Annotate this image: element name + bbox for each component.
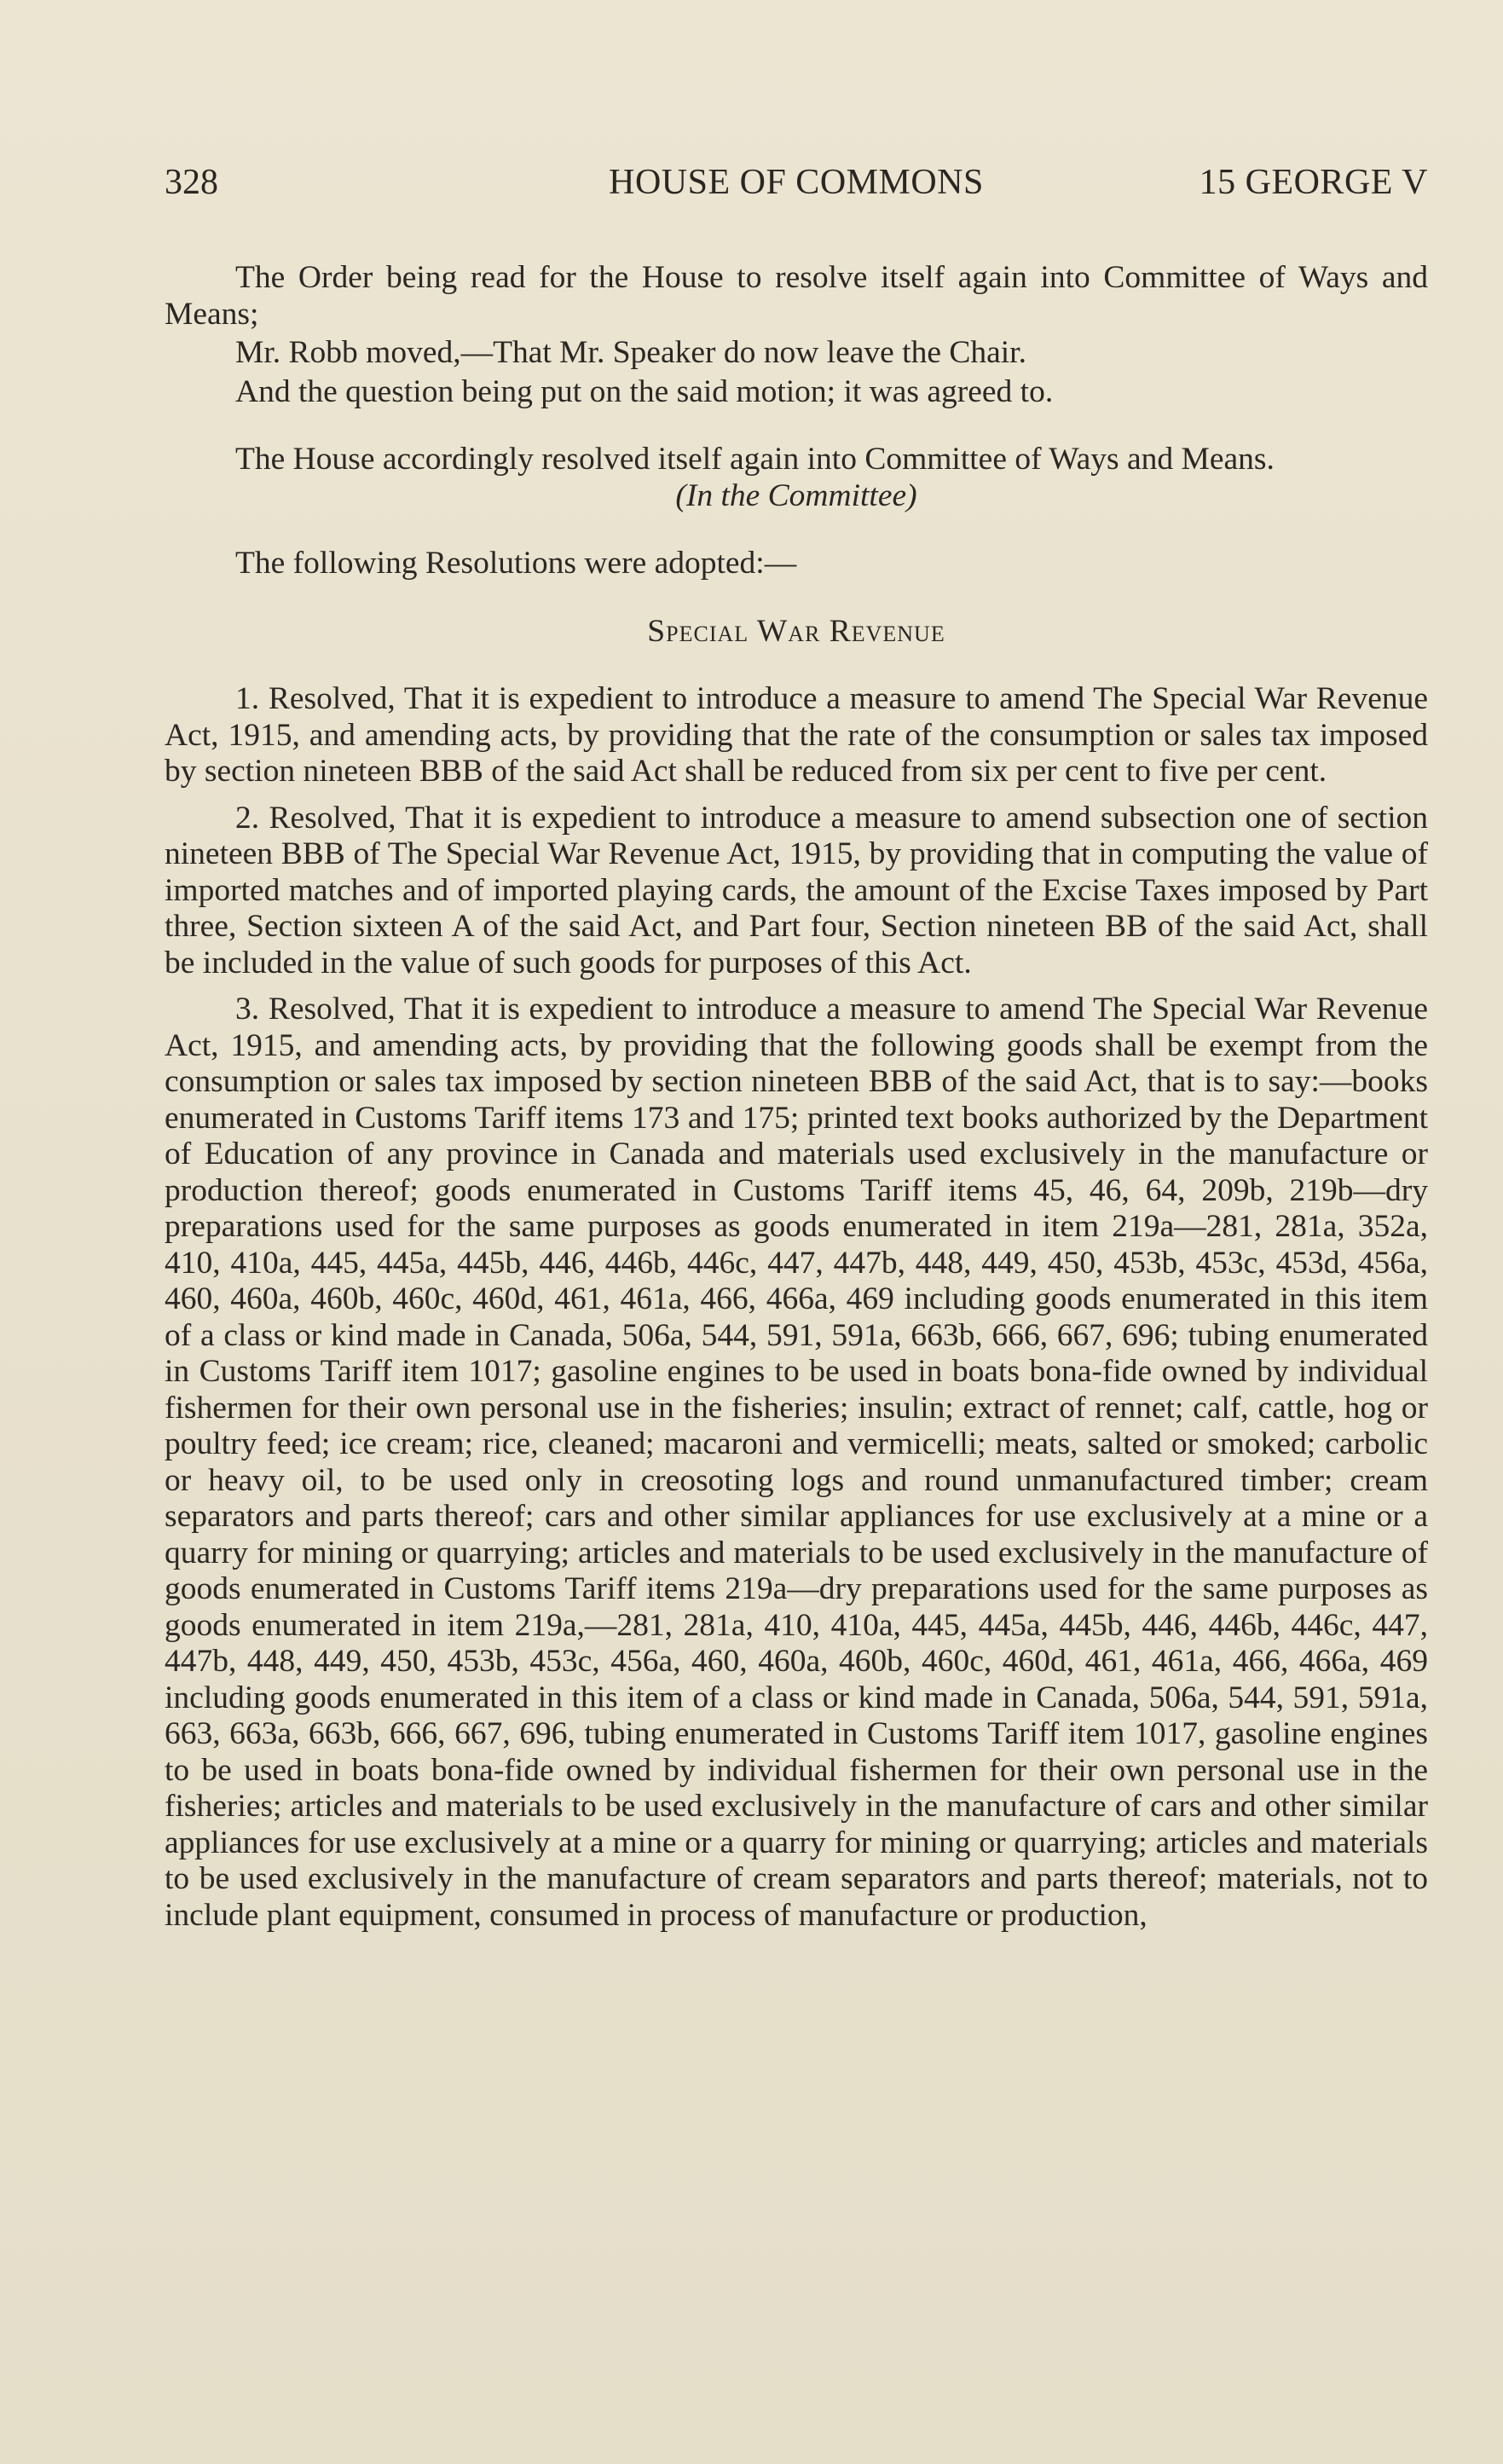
- resolution-2: 2. Resolved, That it is expedient to introduce a measure to amend subsection one of section nineteen BBB of The Special War Revenue Act, 1915, by providing that in computing the value of imported matches and of imported playing cards, the amount of the Excise Taxes imposed by Part three, Section sixteen A of the said Act, and Part four, Section nineteen BB of the said Act, shall be included in the value of such goods for purposes of this Act.: [165, 800, 1428, 980]
- paragraph-resolutions-adopted: The following Resolutions were adopted:—: [235, 546, 797, 581]
- document-body: [165, 260, 1428, 1934]
- header-title: HOUSE OF COMMONS: [609, 163, 984, 202]
- paragraph-order-read: The Order being read for the House to resolve itself again into Committee of Ways and Means;: [165, 260, 1428, 332]
- page-number: 328: [165, 163, 218, 202]
- paragraph-question-agreed: And the question being put on the said motion; it was agreed to.: [235, 373, 1054, 409]
- section-heading: Special War Revenue: [647, 613, 945, 649]
- header-regnal-year: 15 GEORGE V: [1199, 163, 1428, 202]
- resolution-1: 1. Resolved, That it is expedient to introduce a measure to amend The Special War Revenue Act, 1915, and amending acts, by providing that the rate of the consumption or sales tax imposed by section nineteen BBB of the said Act shall be reduced from six per cent to five per cent.: [165, 681, 1428, 789]
- committee-note: (In the Committee): [675, 477, 917, 513]
- paragraph-house-resolved: The House accordingly resolved itself again into Committee of Ways and Means.: [235, 442, 1275, 477]
- paragraph-motion: Mr. Robb moved,—That Mr. Speaker do now leave the Chair.: [235, 335, 1026, 370]
- resolution-3: 3. Resolved, That it is expedient to introduce a measure to amend The Special War Revenue Act, 1915, and amending acts, by providing that the following goods shall be exempt from the consumption or sales tax imposed by section nineteen BBB of the said Act, that is to say:—books enumerated in Customs Tariff items 173 and 175; printed text books authorized by the Department of Education of any province in Canada and materials used exclusively in the manufacture or production thereof; goods enumerated in Customs Tariff items 45, 46, 64, 209b, 219b—dry preparations used for the same purposes as goods enumerated in item 219a—281, 281a, 352a, 410, 410a, 445, 445a, 445b, 446, 446b, 446c, 447, 447b, 448, 449, 450, 453b, 453c, 453d, 456a, 460, 460a, 460b, 460c, 460d, 461, 461a, 466, 466a, 469 including goods enumerated in this item of a class or kind made in Canada, 506a, 544, 591, 591a, 663b, 666, 667, 696; tubing enumerated in Customs Tariff item 1017; gasoline engines to be used in boats bona-fide owned by individual fishermen for their own personal use in the fisheries; insulin; extract of rennet; calf, cattle, hog or poultry feed; ice cream; rice, cleaned; macaroni and vermicelli; meats, salted or smoked; carbolic or heavy oil, to be used only in creosoting logs and round unmanufactured timber; cream separators and parts thereof; cars and other similar appliances for use exclusively at a mine or a quarry for mining or quarrying; articles and materials to be used exclusively in the manufacture of goods enumerated in Customs Tariff items 219a—dry preparations used for the same purposes as goods enumerated in item 219a,—281, 281a, 410, 410a, 445, 445a, 445b, 446, 446b, 446c, 447, 447b, 448, 449, 450, 453b, 453c, 456a, 460, 460a, 460b, 460c, 460d, 461, 461a, 466, 466a, 469 including goods enumerated in this item of a class or kind made in Canada, 506a, 544, 591, 591a, 663, 663a, 663b, 666, 667, 696, tubing enumerated in Customs Tariff item 1017, gasoline engines to be used in boats bona-fide owned by individual fishermen for their own personal use in the fisheries; articles and materials to be used exclusively in the manufacture of cars and other similar appliances for use exclusively at a mine or a quarry for mining or quarrying; articles and materials to be used exclusively in the manufacture of cream separators and parts thereof; materials, not to include plant equipment, consumed in process of manufacture or production,: [165, 992, 1428, 1933]
- running-head: [165, 162, 1428, 213]
